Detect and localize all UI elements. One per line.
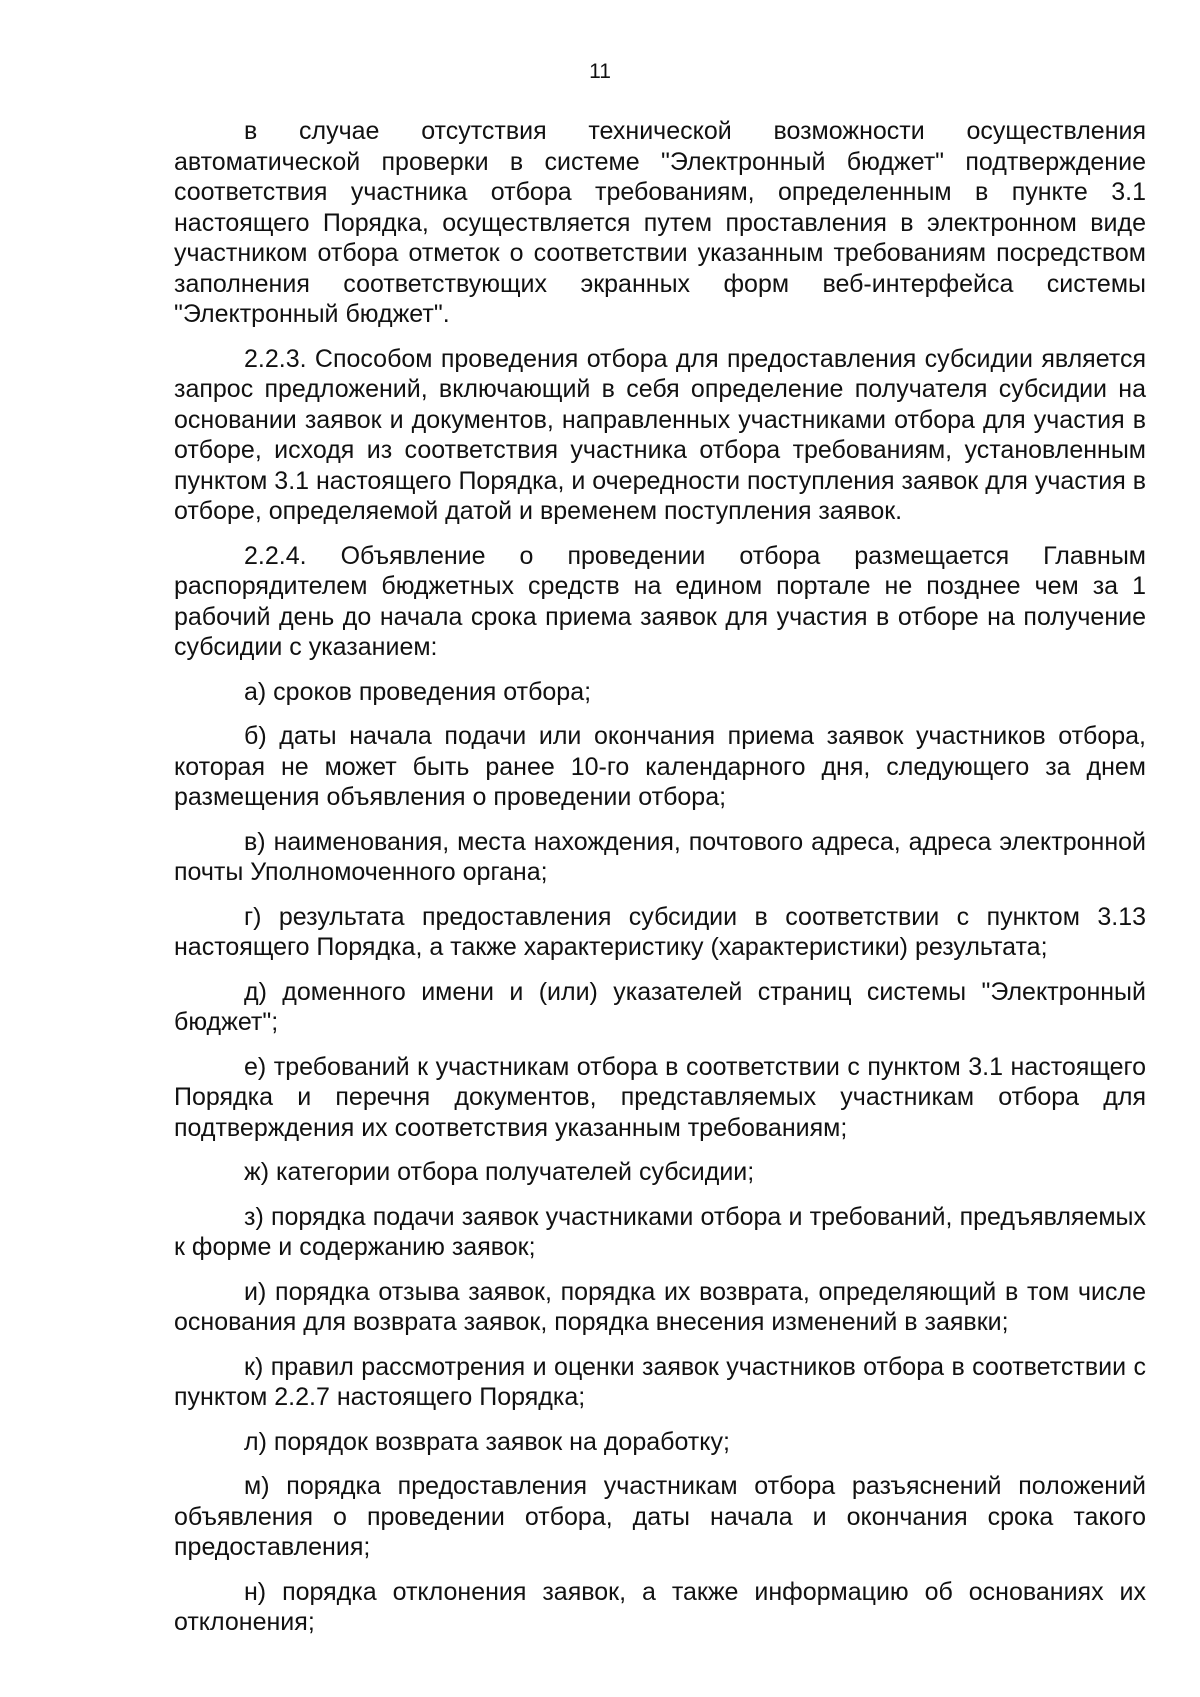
list-item-a: а) сроков проведения отбора; — [244, 677, 592, 706]
list-item-v: в) наименования, места нахождения, почтового адреса, адреса электронной почты Уполномоченного органа; — [174, 827, 1146, 886]
list-item-d: д) доменного имени и (или) указателей страниц системы "Электронный бюджет"; — [174, 977, 1146, 1036]
list-item-i: и) порядка отзыва заявок, порядка их возврата, определяющий в том числе основания для возврата заявок, порядка внесения изменений в заявки; — [174, 1277, 1146, 1336]
document-body — [174, 116, 1146, 1652]
list-item-b: б) даты начала подачи или окончания приема заявок участников отбора, которая не может быть ранее 10-го календарного дня, следующего за днем размещения объявления о проведении отбора; — [174, 722, 1146, 811]
list-item-m: м) порядка предоставления участникам отбора разъяснений положений объявления о проведении отбора, даты начала и окончания срока такого предоставления; — [174, 1472, 1146, 1561]
list-item-n: н) порядка отклонения заявок, а также информацию об основаниях их отклонения; — [174, 1577, 1146, 1636]
list-item-e: е) требований к участникам отбора в соответствии с пунктом 3.1 настоящего Порядка и перечня документов, представляемых участникам отбора для подтверждения их соответствия указанным требованиям; — [174, 1052, 1146, 1142]
list-item-k: к) правил рассмотрения и оценки заявок участников отбора в соответствии с пунктом 2.2.7 настоящего Порядка; — [174, 1352, 1146, 1411]
page-number: 11 — [589, 60, 611, 83]
list-item-zh: ж) категории отбора получателей субсидии; — [244, 1158, 755, 1186]
list-item-g: г) результата предоставления субсидии в соответствии с пунктом 3.13 настоящего Порядка, а также характеристику (характеристики) результата; — [174, 902, 1146, 961]
list-item-l: л) порядок возврата заявок на доработку; — [244, 1427, 730, 1456]
paragraph-2-2-3: 2.2.3. Способом проведения отбора для предоставления субсидии является запрос предложений, включающий в себя определение получателя субсидии на основании заявок и документов, направленных участниками отбора для участия в отборе, исходя из соответствия участника отбора требованиям, установленным пунктом 3.1 настоящего Порядка, и очередности поступления заявок для участия в отборе, определяемой датой и временем поступления заявок. — [174, 344, 1146, 525]
list-item-z: з) порядка подачи заявок участниками отбора и требований, предъявляемых к форме и содержанию заявок; — [174, 1202, 1146, 1261]
paragraph-2-2-4: 2.2.4. Объявление о проведении отбора размещается Главным распорядителем бюджетных средств на едином портале не позднее чем за 1 рабочий день до начала срока приема заявок для участия в отборе на получение субсидии с указанием: — [174, 541, 1146, 661]
paragraph-electronic-check: в случае отсутствия технической возможности осуществления автоматической проверки в системе "Электронный бюджет" подтверждение соответствия участника отбора требованиям, определенным в пункте 3.1 настоящего Порядка, осуществляется путем проставления в электронном виде участником отбора отметок о соответствии указанным требованиям посредством заполнения соответствующих экранных форм веб-интерфейса системы "Электронный бюджет". — [174, 117, 1146, 328]
